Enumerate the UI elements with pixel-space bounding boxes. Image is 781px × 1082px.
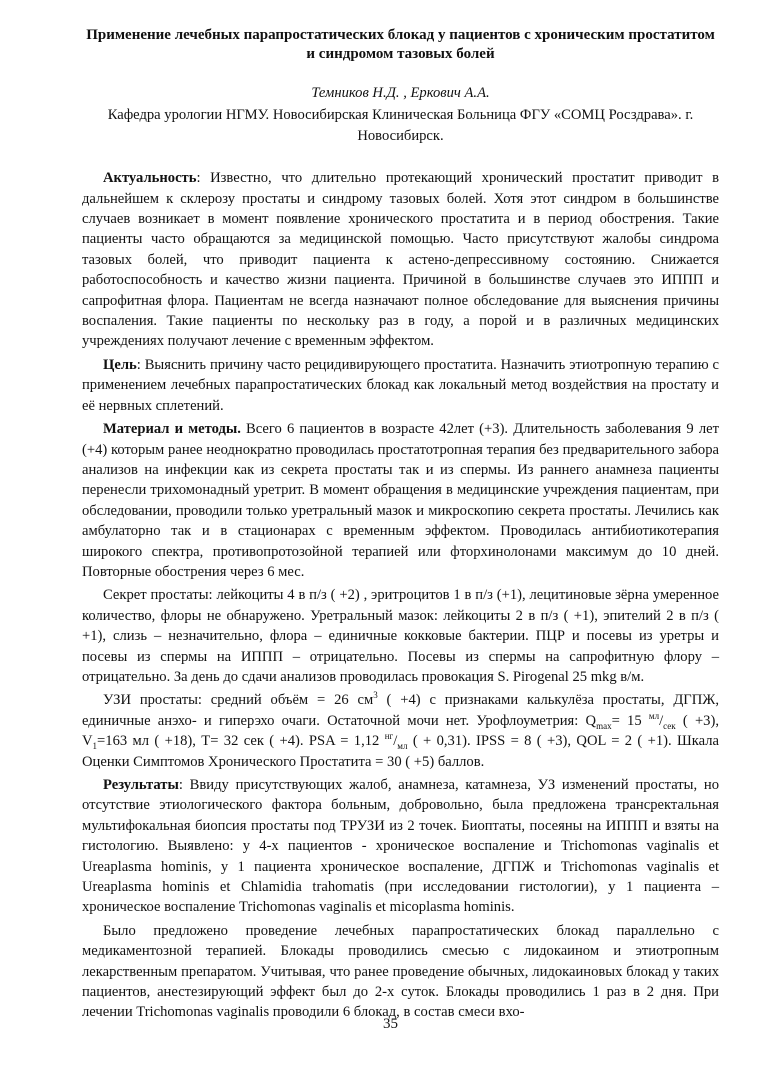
authors-line: Темников Н.Д. , Еркович А.А.: [311, 85, 490, 101]
ultrasound-sup-ng: нг: [384, 731, 394, 742]
methods-text: Всего 6 пациентов в возрасте 42лет (+3). Длительность заболевания 9 лет (+4) которым ранее неоднократно проводилась простатотропная терапия без предварительного забора анализов на инфекции как из секрета простаты так и из спермы. Из раннего анамнеза пациенты перенесли трихомонадный уретрит. В момент обращения в медицинские учреждения пациентам, при обследовании, проводили только уретральный мазок и микроскопию секрета простаты. Лечились как амбулаторно так и в стационарах с временным эффектом. Проводилась антибиотикотерапия широкого спектра, противопротозойной терапией или фторхинолонами максимум до 10 дней. Повторные обострения через 6 мес.: [82, 421, 719, 580]
relevance-paragraph: [82, 168, 719, 352]
ultrasound-sub-v: 1: [92, 741, 98, 752]
ultrasound-paragraph: [82, 690, 719, 772]
goal-paragraph: [82, 355, 719, 416]
results-label: Результаты: [103, 777, 179, 793]
ultrasound-text-6: =163 мл ( +18), T= 32 сек ( +4). PSA = 1,12: [97, 733, 385, 750]
ultrasound-text-8: ( + 0,31). IPSS = 8 ( +3), QOL = 2 ( +1). Шкала Оценки Симптомов Хронического Простатита = 30 ( +5) баллов.: [82, 733, 719, 770]
treatment-paragraph: Было предложено проведение лечебных парапростатических блокад параллельно с медикаментозной терапией. Блокады проводились смесью с лидокаином и этиотропным лекарственным препаратом. Учитывая, что ранее проведение обычных, лидокаиновых блокад у таких пациентов, анестезирующий эффект был до 2-х суток. Блокады проводились 1 раз в 2 дня. При лечении Trichomonas vaginalis проводили 6 блокад, в состав смеси вхо-: [82, 922, 719, 1021]
relevance-label: Актуальность: [103, 170, 197, 187]
ultrasound-sub-ml: мл: [397, 741, 408, 752]
results-text: : Ввиду присутствующих жалоб, анамнеза, катамнеза, УЗ изменений простаты, но отсутствие этиологического фактора больным, добровольно, была предложена трансректальная мультифокальная биопсия простаты под ТРУЗИ из 2 точек. Биоптаты, посеяны на ИППП и взяты на гистологию. Выявлено: у 4-х пациентов - хроническое воспаление и Trichomonas vaginalis et Ureaplasma hominis, у 1 пациента хроническое воспаление, ДГПЖ и Trichomonas vaginalis et Ureaplasma hominis et Chlamidia trahomatis (при исследовании гистологии), у 1 пациента – хроническое воспаление Trichomonas vaginalis et micoplasma hominis.: [82, 777, 719, 916]
ultrasound-text-2: ( +4) с признаками калькулёза простаты, ДГПЖ, единичные анэхо- и гиперэхо очаги. Остаточной мочи нет. Урофлоуметрия: Q: [82, 692, 719, 729]
goal-text: : Выяснить причину часто рецидивирующего простатита. Назначить этиотропную терапию с применением лечебных парапростатических блокад как локальный метод воздействия на простату и её нервных сплетений.: [82, 356, 719, 414]
methods-paragraph: [82, 419, 719, 582]
ultrasound-sub-sec: сек: [663, 720, 676, 731]
relevance-text: : Известно, что длительно протекающий хронический простатит приводит в дальнейшем к склерозу простаты и синдрому тазовых болей. Хотя этот синдром в большинстве случаев возникает в момент появление хронического простатита и в период обострения. Такие пациенты часто обращаются за медицинской помощью. Часто присутствуют жалобы синдрома тазовых болей, что приводит пациента к астено-депрессивному состоянию. Снижается работоспособность и качество жизни пациента. Причиной в большинстве случаев это ИППП и сапрофитная флора. Пациентам не всегда назначают полное обследование для выяснения причины воспаления. Такие пациенты по нескольку раз в году, а порой и в различных медицинских учреждениях получают лечение с временным эффектом.: [82, 170, 719, 350]
results-paragraph: [82, 775, 719, 918]
affiliation-line: Кафедра урологии НГМУ. Новосибирская Клиническая Больница ФГУ «СОМЦ Росздрава». г. Новосибирск.: [107, 107, 694, 144]
ultrasound-sub-max: max: [596, 720, 612, 731]
secretion-paragraph: Секрет простаты: лейкоциты 4 в п/з ( +2) , эритроцитов 1 в п/з (+1), лецитиновые зёрна умеренное количество, флоры не обнаружено. Уретральный мазок: лейкоциты 2 в п/з ( +1), эпителий 2 в п/з ( +1), слизь – незначительно, флора – единичные кокковые бактерии. ПЦР и посевы из уретры и посевы из спермы на ИППП – отрицательно. Посевы из спермы на сапрофитную флору – отрицательно. За день до сдачи анализов проводилась провокация S. Pirogenal 25 mkg в/м.: [82, 587, 719, 685]
ultrasound-sup-cm: 3: [373, 690, 378, 701]
ultrasound-text-4: /: [659, 712, 664, 729]
ultrasound-text-3: = 15: [611, 712, 649, 729]
paper-title: Применение лечебных парапростатических блокад у пациентов с хроническим простатитом и синдромом тазовых болей: [86, 27, 715, 62]
ultrasound-sup-ml: мл: [648, 710, 660, 721]
ultrasound-text-5: ( +3), V: [82, 712, 719, 750]
page-number: 35: [383, 1016, 398, 1032]
methods-label: Материал и методы.: [103, 421, 241, 438]
goal-label: Цель: [103, 356, 137, 373]
ultrasound-text-1: УЗИ простаты: средний объём = 26 см: [103, 692, 374, 709]
ultrasound-text-7: /: [393, 733, 398, 750]
